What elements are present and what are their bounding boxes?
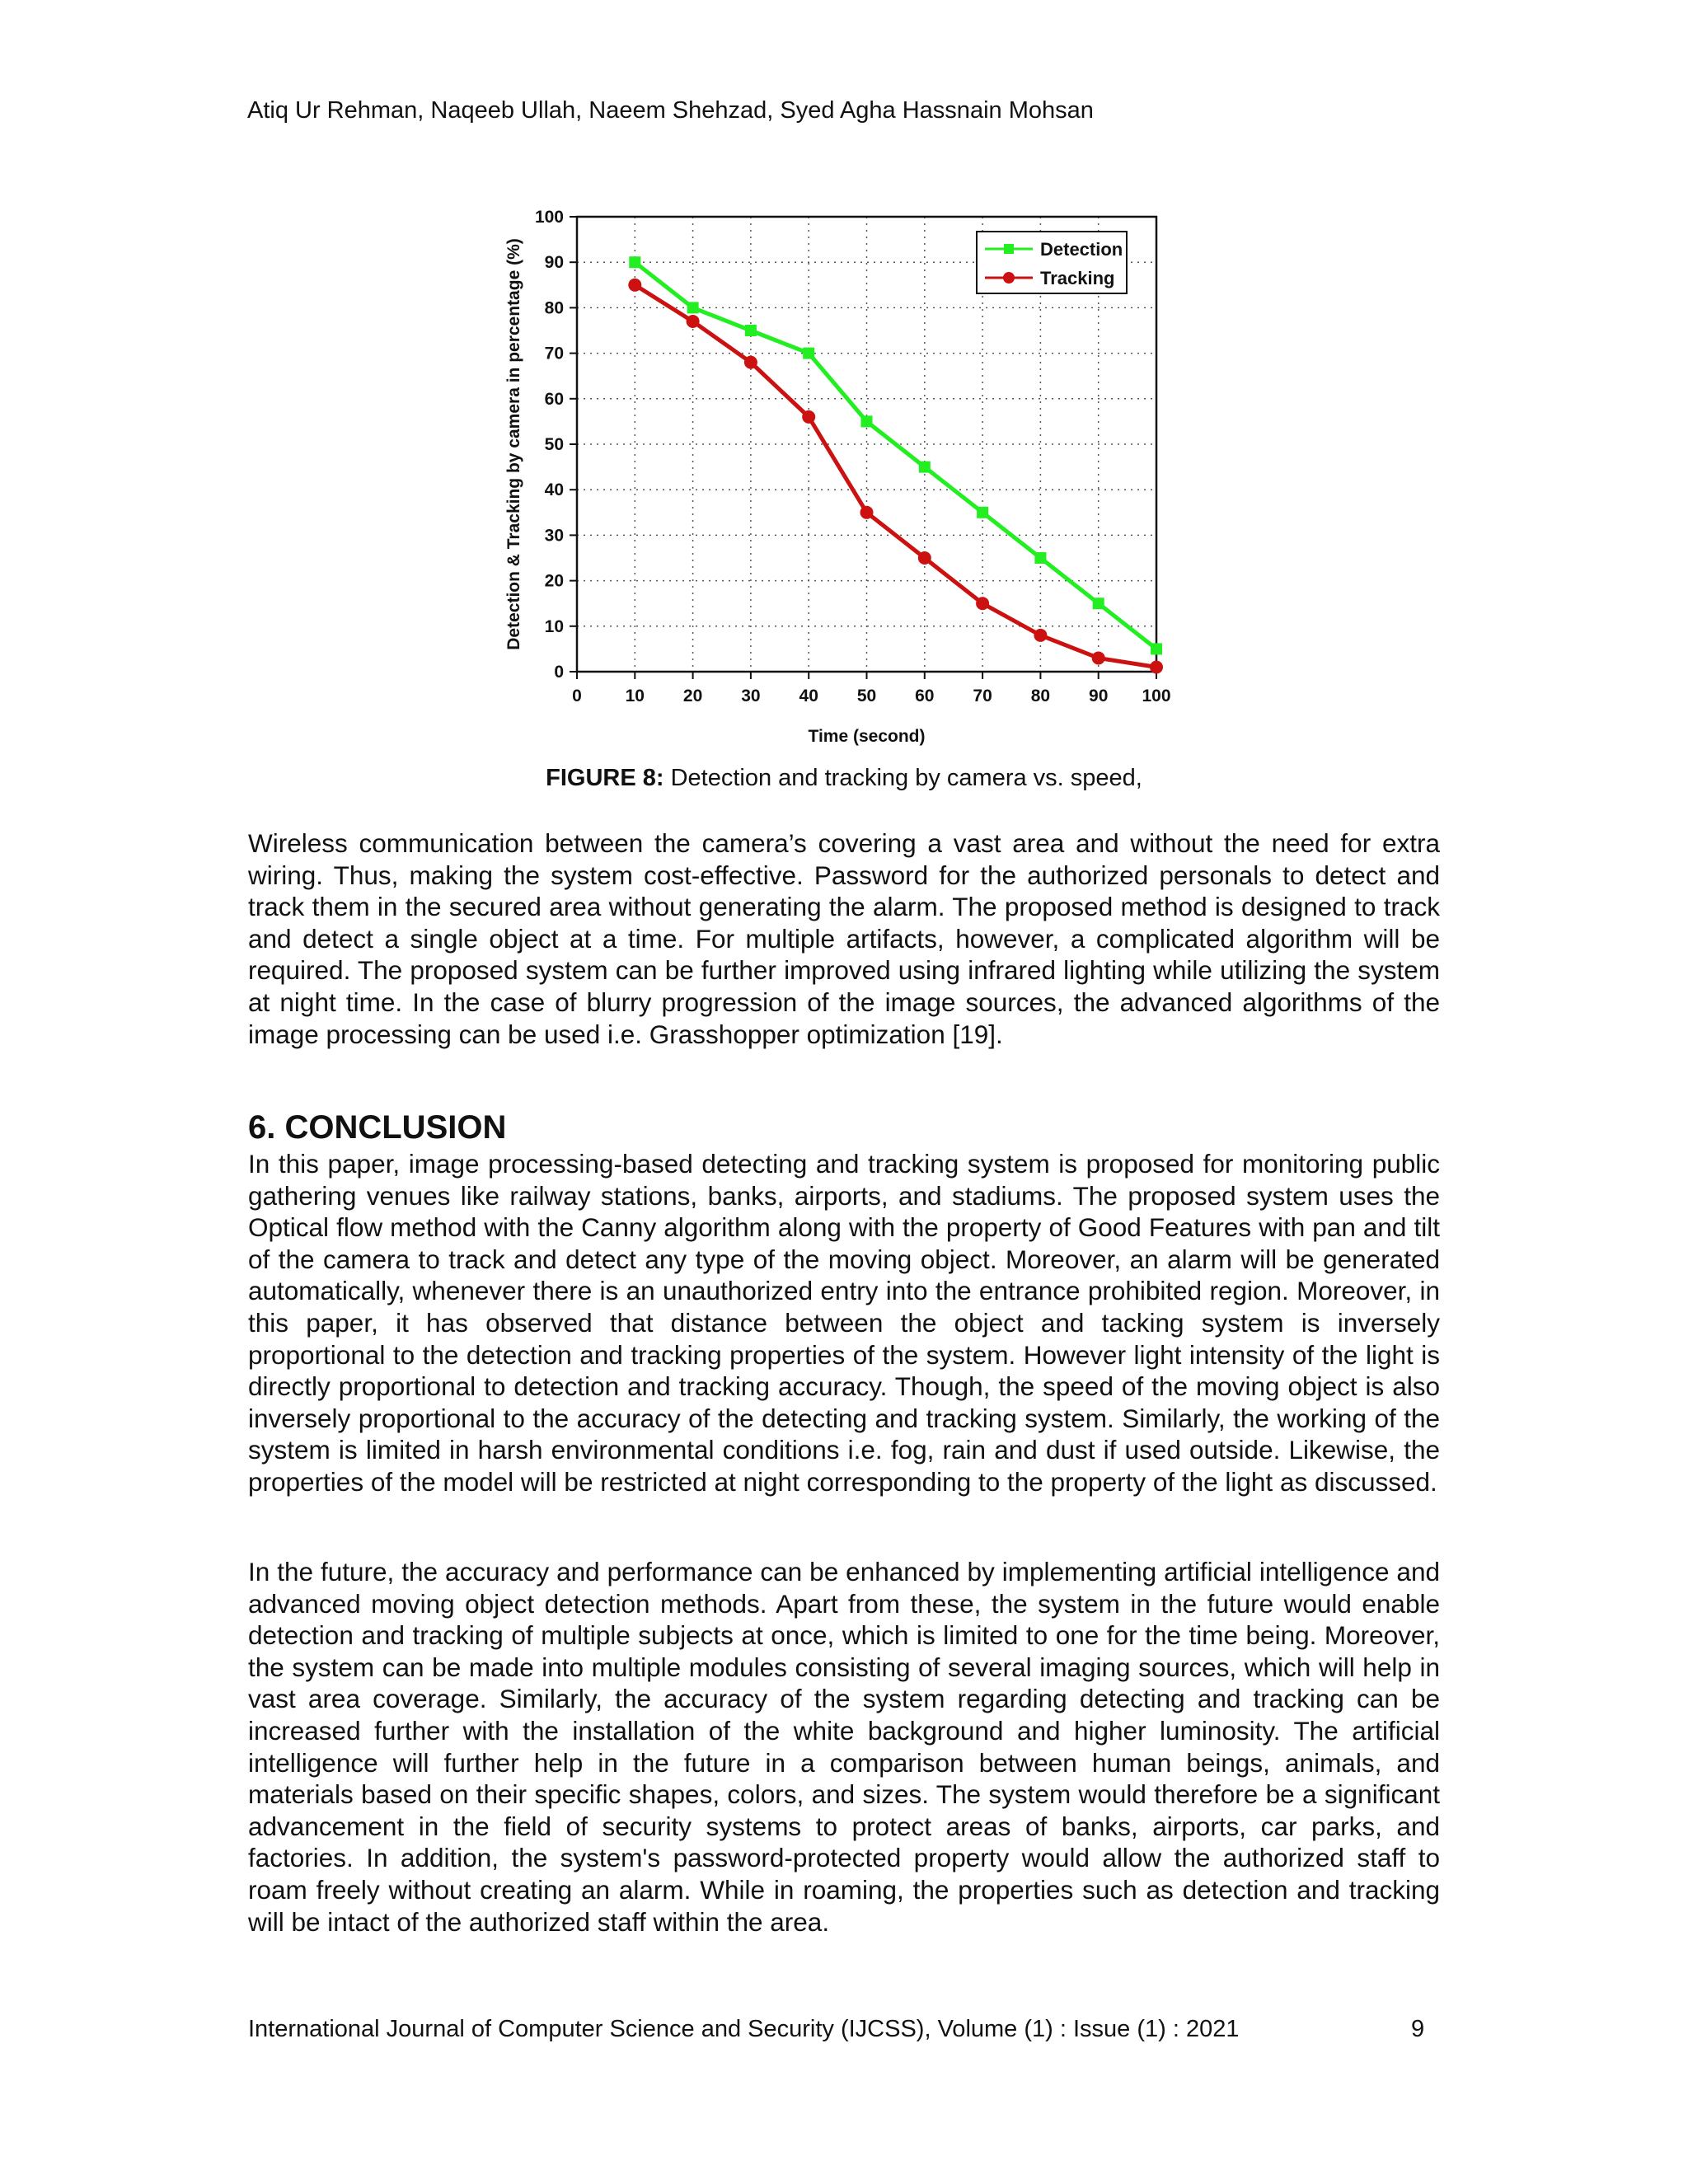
body-paragraph-1: Wireless communication between the camera’s covering a vast area and without the need for extra wiring. Thus, making the system cost-effective. Password for the authorized personals to detect and track them in the secured area without generating the alarm. The proposed method is designed to track and detect a single object at a time. For multiple artifacts, however, a complicated algorithm will be required. The proposed system can be further improved using infrared lighting while utilizing the system at night time. In the case of blurry progression of the image sources, the advanced algorithms of the image processing can be used i.e. Grasshopper optimization [19].: [248, 828, 1440, 1049]
legend-tracking-marker: [1003, 272, 1015, 284]
tracking-point: [1092, 651, 1105, 664]
y-tick-label: 30: [544, 526, 564, 546]
x-tick-label: 100: [1142, 687, 1171, 705]
tracking-point: [1150, 660, 1163, 673]
detection-point: [1034, 552, 1046, 564]
y-tick-label: 80: [544, 298, 564, 318]
legend-detection-marker: [1004, 244, 1014, 254]
tracking-point: [802, 410, 815, 424]
y-tick-label: 100: [534, 208, 564, 227]
conclusion-paragraph-1: In this paper, image processing-based detecting and tracking system is proposed for monitoring public gathering venues like railway stations, banks, airports, and stadiums. The proposed system uses the Optical flow method with the Canny algorithm along with the property of Good Features with pan and tilt of the camera to track and detect any type of the moving object. Moreover, an alarm will be generated automatically, whenever there is an unauthorized entry into the entrance prohibited region. Moreover, in this paper, it has observed that distance between the object and tacking system is inversely proportional to the detection and tracking properties of the system. However light intensity of the light is directly proportional to detection and tracking accuracy. Though, the speed of the moving object is also inversely proportional to the accuracy of the detecting and tracking system. Similarly, the working of the system is limited in harsh environmental conditions i.e. fog, rain and dust if used outside. Likewise, the properties of the model will be restricted at night corresponding to the property of the light as discussed.: [248, 1149, 1440, 1497]
x-tick-label: 60: [915, 687, 935, 705]
tracking-point: [744, 356, 757, 369]
detection-point: [687, 302, 699, 313]
journal-footer: International Journal of Computer Science and Security (IJCSS), Volume (1) : Issue (1) : 2021: [248, 2016, 1240, 2042]
x-tick-label: 50: [856, 687, 877, 705]
section-heading-conclusion: 6. CONCLUSION: [248, 1109, 507, 1146]
x-tick-label: 20: [682, 687, 703, 705]
running-header: Atiq Ur Rehman, Naqeeb Ullah, Naeem Shehzad, Syed Agha Hassnain Mohsan: [247, 97, 1094, 124]
detection-point: [1151, 643, 1162, 654]
x-tick-label: 70: [973, 687, 992, 705]
y-tick-label: 10: [544, 616, 564, 636]
y-tick-label: 70: [544, 344, 564, 363]
detection-point: [919, 462, 931, 473]
x-tick-label: 40: [799, 687, 818, 705]
tracking-point: [976, 597, 989, 610]
detection-point: [1093, 598, 1104, 609]
detection-point: [745, 325, 757, 336]
x-axis-label: Time (second): [808, 727, 926, 746]
legend-detection-label: Detection: [1040, 239, 1123, 260]
detection-point: [861, 415, 873, 427]
figure-caption: [0, 765, 1688, 792]
x-tick-label: 10: [625, 687, 645, 705]
y-tick-label: 40: [544, 480, 564, 500]
detection-point: [629, 256, 640, 268]
figure-caption-text: Detection and tracking by camera vs. speed,: [663, 765, 1142, 791]
y-tick-label: 20: [544, 571, 564, 591]
page-number: 9: [1411, 2016, 1425, 2042]
detection-point: [977, 507, 988, 518]
x-tick-label: 0: [572, 687, 582, 705]
legend-tracking-label: Tracking: [1040, 268, 1115, 288]
y-tick-label: 0: [554, 663, 564, 682]
tracking-point: [1034, 629, 1047, 642]
x-tick-label: 80: [1030, 687, 1051, 705]
conclusion-paragraph-2: In the future, the accuracy and performance can be enhanced by implementing artificial intelligence and advanced moving object detection methods. Apart from these, the system in the future would enable detection and tracking of multiple subjects at once, which is limited to one for the time being. Moreover, the system can be made into multiple modules consisting of several imaging sources, which will help in vast area coverage. Similarly, the accuracy of the system regarding detecting and tracking can be increased further with the installation of the white background and higher luminosity. The artificial intelligence will further help in the future in a comparison between human beings, animals, and materials based on their specific shapes, colors, and sizes. The system would therefore be a significant advancement in the field of security systems to protect areas of banks, airports, car parks, and factories. In addition, the system's password-protected property would allow the authorized staff to roam freely without creating an alarm. While in roaming, the properties such as detection and tracking will be intact of the authorized staff within the area.: [248, 1557, 1440, 1937]
tracking-point: [687, 315, 700, 328]
y-tick-label: 90: [544, 253, 564, 273]
line-chart: [495, 202, 1195, 766]
y-tick-label: 60: [544, 389, 564, 409]
figure-caption-label: FIGURE 8:: [546, 765, 664, 791]
y-tick-label: 50: [544, 435, 564, 454]
detection-point: [803, 348, 814, 359]
x-tick-label: 90: [1089, 687, 1109, 705]
figure-chart: [495, 202, 1195, 766]
tracking-point: [918, 551, 931, 565]
tracking-point: [860, 506, 874, 519]
y-axis-label: Detection & Tracking by camera in percentage (%): [504, 238, 523, 650]
tracking-point: [628, 279, 641, 292]
x-tick-label: 30: [741, 687, 761, 705]
